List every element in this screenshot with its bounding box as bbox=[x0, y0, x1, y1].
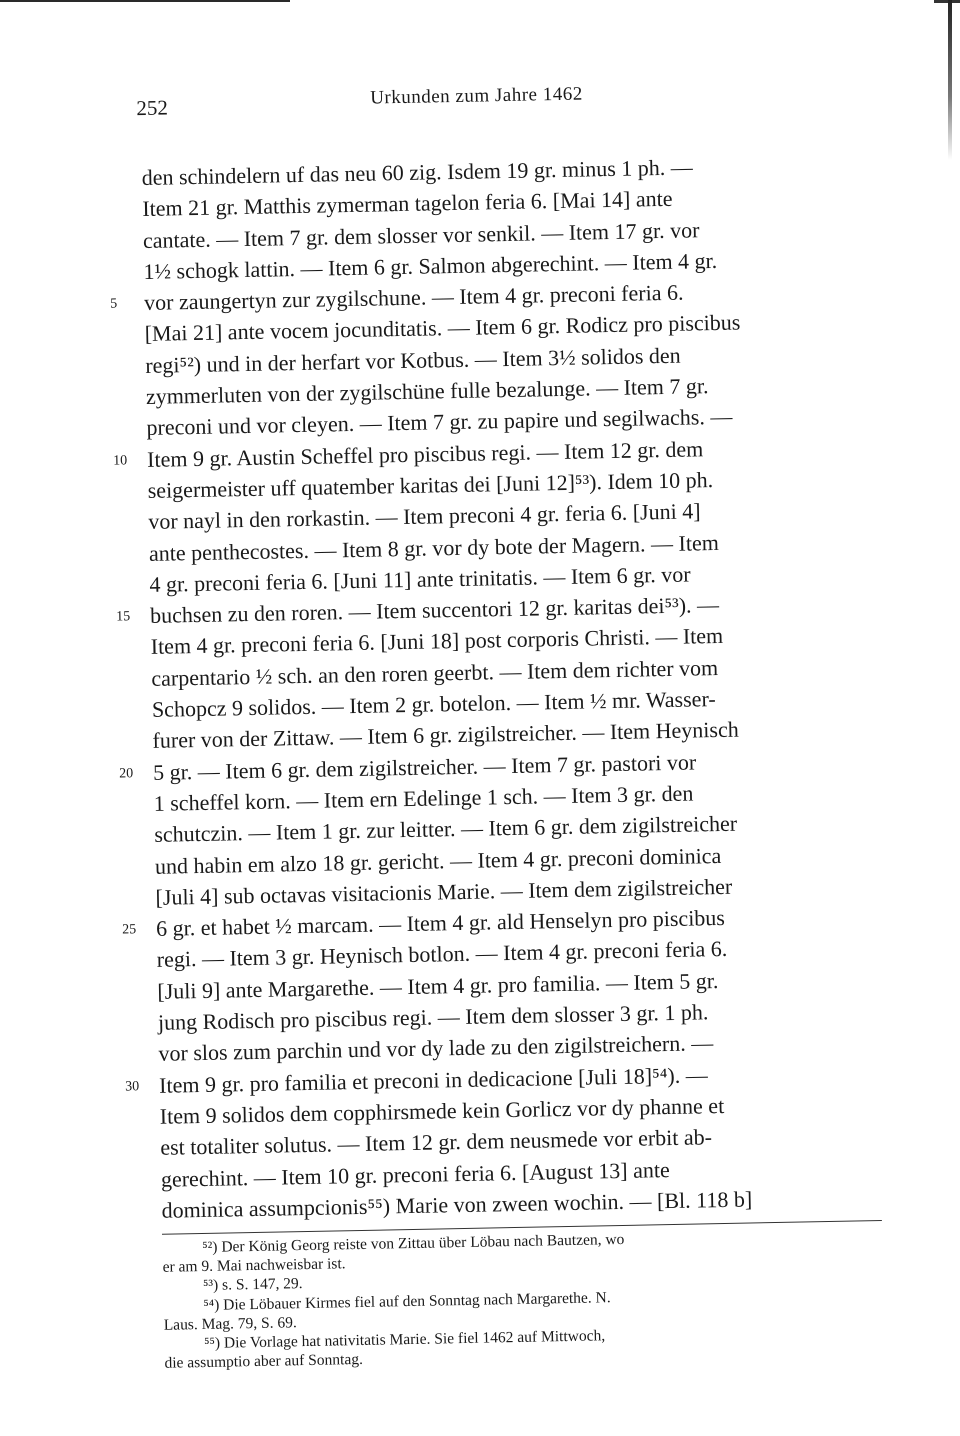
line-text: und habin em alzo 18 gr. gericht. — Item 4 gr. preconi dominica bbox=[154, 842, 722, 879]
line-text: furer von der Zittaw. — Item 6 gr. zigilstreicher. — Item Heynisch bbox=[152, 716, 739, 754]
line-text: vor slos zum parchin und vor dy lade zu den zigilstreichern. — bbox=[158, 1030, 714, 1067]
line-text: jung Rodisch pro piscibus regi. — Item dem slosser 3 gr. 1 ph. bbox=[157, 999, 709, 1035]
footnote-line: ⁵²) Der König Georg reiste von Zittau über Löbau nach Bautzen, wo bbox=[202, 1231, 625, 1257]
document-page bbox=[110, 74, 885, 1373]
line-text: carpentario ½ sch. an den roren geerbt. — Item dem richter vom bbox=[151, 654, 719, 691]
running-title: Urkunden zum Jahre 1462 bbox=[370, 83, 583, 109]
scan-edge-right bbox=[948, 0, 952, 160]
scan-edge-top bbox=[0, 0, 290, 8]
line-text: 4 gr. preconi feria 6. [Juni 11] ante trinitatis. — Item 6 gr. vor bbox=[149, 561, 691, 597]
line-text: schutczin. — Item 1 gr. zur leitter. — Item 6 gr. dem zigilstreicher bbox=[154, 810, 738, 848]
line-text: vor nayl in den rorkastin. — Item preconi 4 gr. feria 6. [Juni 4] bbox=[148, 498, 701, 535]
line-text: regi. — Item 3 gr. Heynisch botlon. — Item 4 gr. preconi feria 6. bbox=[156, 936, 728, 973]
line-text: 6 gr. et habet ½ marcam. — Item 4 gr. ald Henselyn pro piscibus bbox=[155, 905, 726, 941]
footnote-line: ⁵³) s. S. 147, 29. bbox=[202, 1275, 303, 1295]
line-text: den schindelern uf das neu 60 zig. Isdem 19 gr. minus 1 ph. — bbox=[141, 154, 693, 190]
line-text: zymmerluten von der zygilschüne fulle bezalunge. — Item 7 gr. bbox=[145, 373, 709, 410]
line-text: Item 21 gr. Matthis zymerman tagelon feria 6. [Mai 14] ante bbox=[142, 186, 673, 222]
footnote-line: er am 9. Mai nachweisbar ist. bbox=[162, 1255, 346, 1277]
line-text: [Juli 9] ante Margarethe. — Item 4 gr. pro familia. — Item 5 gr. bbox=[157, 967, 719, 1004]
line-number: 25 bbox=[122, 922, 137, 938]
line-text: Item 9 solidos dem copphirsmede kein Gorlicz vor dy phanne et bbox=[159, 1092, 725, 1129]
footnote-line: Laus. Mag. 79, S. 69. bbox=[163, 1314, 297, 1334]
footnotes bbox=[162, 1220, 885, 1373]
line-text: Item 4 gr. preconi feria 6. [Juni 18] post corporis Christi. — Item bbox=[150, 623, 724, 660]
scan-edge-corner bbox=[934, 0, 960, 15]
line-text: buchsen zu den roren. — Item succentori 12 gr. karitas dei⁵³). — bbox=[149, 592, 720, 629]
line-number: 10 bbox=[113, 452, 128, 469]
line-text: [Mai 21] ante vocem jocunditatis. — Item 6 gr. Rodicz pro piscibus bbox=[144, 310, 741, 347]
line-text: preconi und vor cleyen. — Item 7 gr. zu papire und segilwachs. — bbox=[146, 404, 733, 441]
line-number: 30 bbox=[125, 1078, 140, 1095]
line-text: Schopcz 9 solidos. — Item 2 gr. botelon. — Item ½ mr. Wasser- bbox=[151, 686, 716, 722]
line-text: [Juli 4] sub octavas visitacionis Marie. — Item dem zigilstreicher bbox=[155, 873, 733, 910]
line-text: regi⁵²) und in der herfart vor Kotbus. — Item 3½ solidos den bbox=[145, 342, 681, 378]
line-text: seigermeister uff quatember karitas dei [Juni 12]⁵³). Idem 10 ph. bbox=[147, 467, 714, 503]
line-number: 15 bbox=[116, 609, 131, 625]
line-text: 1 scheffel korn. — Item ern Edelinge 1 sch. — Item 3 gr. den bbox=[153, 780, 694, 816]
line-text: dominica assumpcionis⁵⁵) Marie von zween wochin. — [Bl. 118 b] bbox=[161, 1186, 753, 1223]
line-text: 1½ schogk lattin. — Item 6 gr. Salmon abgerechint. — Item 4 gr. bbox=[143, 247, 718, 284]
line-text: cantate. — Item 7 gr. dem slosser vor senkil. — Item 17 gr. vor bbox=[142, 216, 700, 253]
footnote-line: die assumptio aber auf Sonntag. bbox=[164, 1351, 364, 1372]
line-number: 5 bbox=[110, 296, 118, 312]
footnote-line: ⁵⁴) Die Löbauer Kirmes fiel auf den Sonntag nach Margarethe. N. bbox=[203, 1288, 611, 1314]
line-text: ante penthecostes. — Item 8 gr. vor dy bote der Magern. — Item bbox=[148, 529, 720, 566]
line-text: Item 9 gr. pro familia et preconi in dedicacione [Juli 18]⁵⁴). — bbox=[158, 1061, 708, 1098]
body-text bbox=[110, 148, 881, 1226]
line-text: gerechint. — Item 10 gr. preconi feria 6. [August 13] ante bbox=[160, 1156, 670, 1192]
line-text: Item 9 gr. Austin Scheffel pro piscibus regi. — Item 12 gr. dem bbox=[146, 435, 704, 472]
page-number: 252 bbox=[136, 95, 169, 121]
line-text: 5 gr. — Item 6 gr. dem zigilstreicher. — Item 7 gr. pastori vor bbox=[152, 749, 697, 785]
footnote-line: ⁵⁵) Die Vorlage hat nativitatis Marie. Sie fiel 1462 auf Mittwoch, bbox=[203, 1327, 606, 1353]
line-text: est totaliter solutus. — Item 12 gr. dem neusmede vor erbit ab- bbox=[160, 1124, 713, 1161]
running-head bbox=[136, 74, 861, 128]
line-number: 20 bbox=[119, 765, 134, 782]
line-text: vor zaungertyn zur zygilschune. — Item 4 gr. preconi feria 6. bbox=[143, 279, 684, 316]
